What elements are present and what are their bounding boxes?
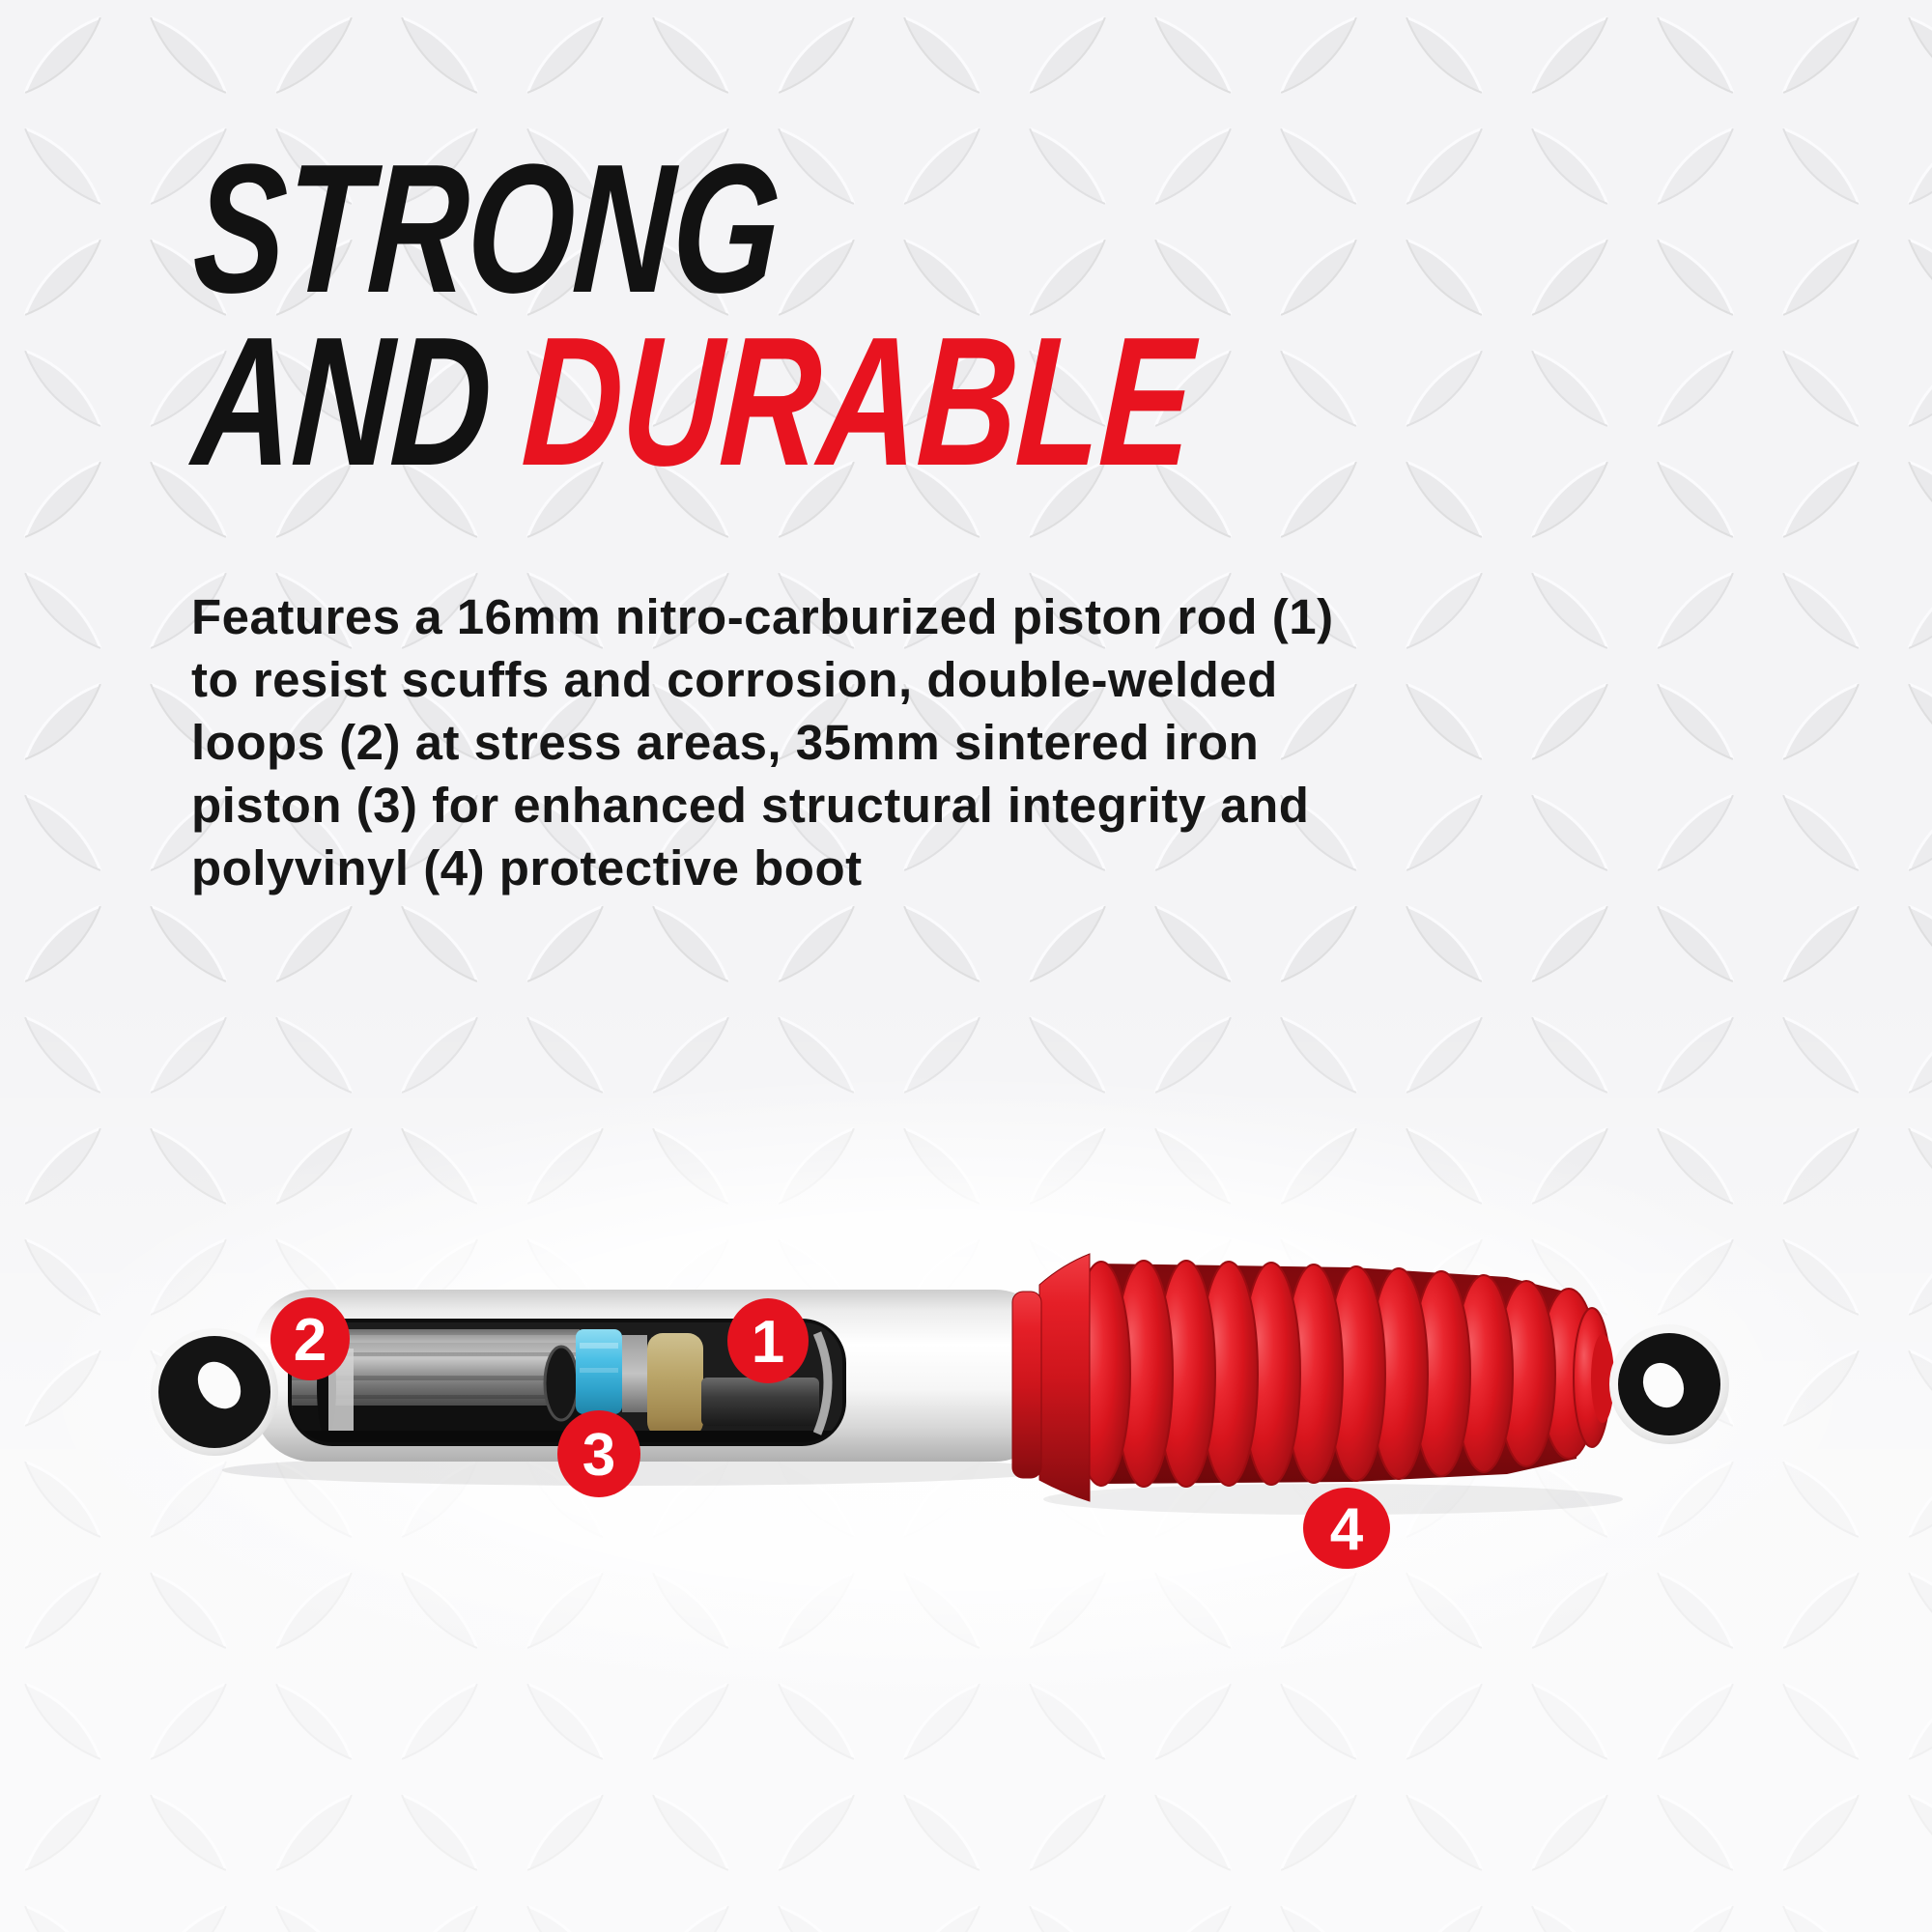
protective-boot bbox=[1012, 1254, 1614, 1501]
headline-durable: DURABLE bbox=[518, 299, 1198, 504]
headline bbox=[188, 127, 1521, 504]
headline-and: AND bbox=[188, 299, 497, 504]
paragraph-line: to resist scuffs and corrosion, double-welded bbox=[191, 652, 1278, 707]
feature-paragraph bbox=[191, 585, 1334, 899]
paragraph-line: Features a 16mm nitro-carburized piston rod (1) bbox=[191, 589, 1334, 644]
right-eye-mount bbox=[1609, 1324, 1729, 1444]
callout-2-number: 2 bbox=[293, 1307, 327, 1374]
paragraph-line: loops (2) at stress areas, 35mm sintered iron bbox=[191, 715, 1260, 770]
left-eye-mount bbox=[151, 1328, 278, 1456]
headline-line-2 bbox=[188, 299, 1521, 504]
callout-1-number: 1 bbox=[751, 1309, 785, 1376]
headline-line-1 bbox=[188, 127, 1521, 331]
shock-absorber-illustration bbox=[0, 1159, 1932, 1835]
bushing-tan bbox=[647, 1333, 703, 1437]
callout-1 bbox=[727, 1298, 809, 1383]
callout-4-number: 4 bbox=[1329, 1496, 1364, 1563]
piston-disc bbox=[622, 1335, 647, 1412]
boot-collar-lip bbox=[1012, 1292, 1041, 1478]
boot-collar-flare bbox=[1039, 1254, 1090, 1501]
paragraph-line: polyvinyl (4) protective boot bbox=[191, 840, 863, 895]
callout-2 bbox=[270, 1297, 350, 1380]
headline-strong: STRONG bbox=[188, 127, 785, 331]
callout-3 bbox=[557, 1410, 640, 1497]
callout-3-number: 3 bbox=[582, 1422, 616, 1489]
paragraph-line: piston (3) for enhanced structural integrity and bbox=[191, 778, 1310, 833]
seal-ring bbox=[545, 1347, 578, 1420]
piston-rod bbox=[701, 1378, 819, 1426]
callout-4 bbox=[1303, 1488, 1390, 1569]
